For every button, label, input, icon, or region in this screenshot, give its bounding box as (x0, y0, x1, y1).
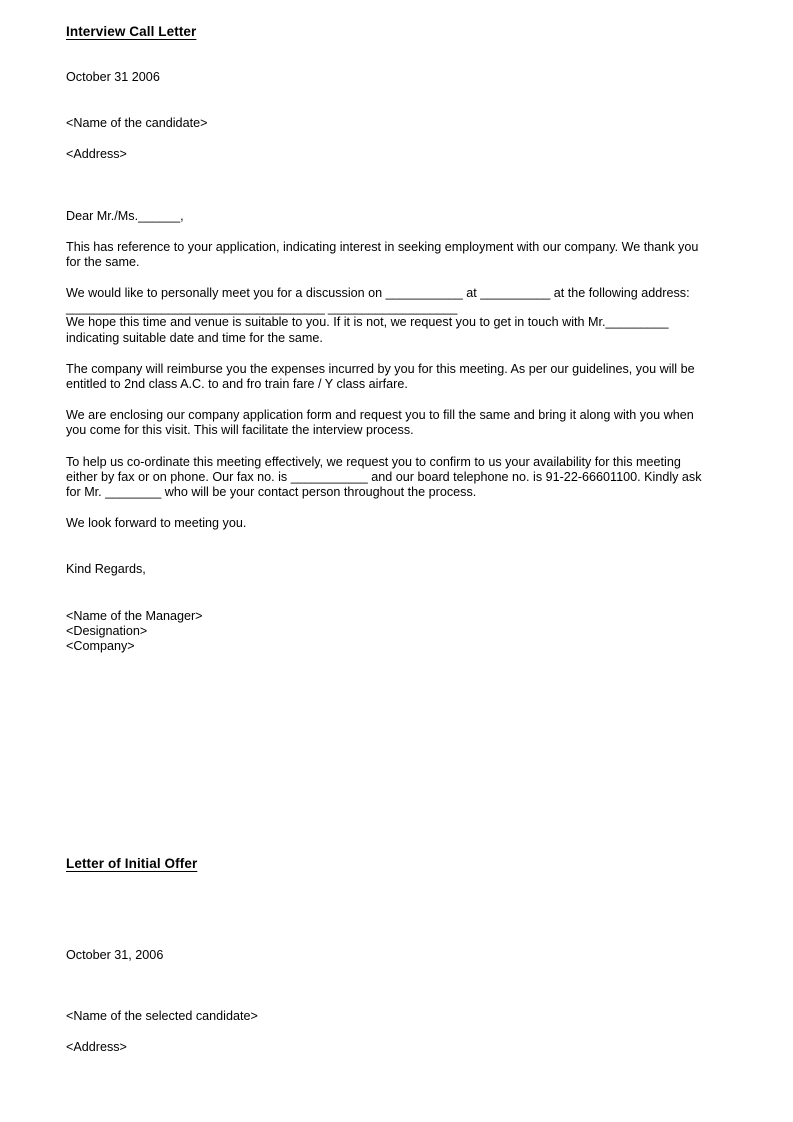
letter-title-interview-call: Interview Call Letter (66, 24, 197, 39)
meeting-text-b: at (462, 286, 481, 301)
spacer (66, 439, 714, 455)
salutation: Dear Mr./Ms.______, (66, 208, 184, 223)
meeting-text-c: at the following address: (550, 286, 690, 301)
closing-salutation: Kind Regards, (66, 562, 146, 577)
spacer (66, 346, 714, 362)
contact-text-c: . Kindly ask for Mr. (66, 469, 702, 500)
spacer (66, 500, 714, 516)
paragraph-contact-details (66, 455, 714, 501)
spacer (66, 39, 714, 70)
meeting-text-a: We would like to personally meet you for a discussion on (66, 286, 386, 301)
signature-designation: <Designation> (66, 623, 148, 638)
board-telephone-number: 91-22-66601100 (545, 469, 638, 484)
spacer (66, 1024, 714, 1040)
spacer (66, 131, 714, 147)
letter-interview-call (66, 24, 714, 654)
fax-number-blank[interactable]: ___________ (290, 469, 368, 484)
spacer (66, 85, 714, 116)
offer-letter-date: October 31, 2006 (66, 948, 164, 962)
signature-manager-name: <Name of the Manager> (66, 608, 203, 623)
letter-title-initial-offer: Letter of Initial Offer (66, 856, 198, 871)
paragraph-meeting-details (66, 286, 714, 301)
spacer (66, 270, 714, 286)
spacer (66, 531, 714, 562)
venue-text-b: indicating suitable date and time for the same. (66, 330, 323, 345)
contact-name-blank[interactable]: _________ (605, 315, 669, 330)
spacer (66, 163, 714, 209)
meeting-address-blank[interactable]: ______________________________________ ___________________ (66, 301, 458, 316)
venue-text-a: We hope this time and venue is suitable to you. If it is not, we request you to get in touch with Mr. (66, 315, 606, 330)
contact-text-b: and our board telephone no. is (367, 469, 546, 484)
paragraph-reimbursement: The company will reimburse you the expenses incurred by you for this meeting. As per our guidelines, you will be entitled to 2nd class A.C. to and fro train fare / Y class airfare. (66, 361, 695, 392)
recipient-name: <Name of the candidate> (66, 116, 208, 131)
contact-person-blank[interactable]: ________ (105, 485, 162, 500)
paragraph-venue-confirm (66, 315, 714, 345)
signature-company: <Company> (66, 639, 135, 654)
offer-recipient-name: <Name of the selected candidate> (66, 1009, 258, 1024)
contact-text-d: who will be your contact person throughout the process. (161, 485, 477, 500)
spacer (66, 392, 714, 408)
letter-date: October 31 2006 (66, 70, 160, 84)
signature-block (66, 609, 714, 655)
spacer (66, 578, 714, 609)
meeting-date-blank[interactable]: ___________ (385, 286, 463, 301)
paragraph-application-form: We are enclosing our company application form and request you to fill the same and bring it along with you when you come for this visit. This will facilitate the interview process. (66, 408, 694, 438)
spacer (66, 963, 714, 1009)
offer-recipient-address: <Address> (66, 1040, 127, 1055)
spacer (66, 871, 714, 948)
contact-text-a: To help us co-ordinate this meeting effectively, we request you to confirm to us your availability for this meeting either by fax or on phone. Our fax no. is (66, 454, 681, 484)
paragraph-closing-statement: We look forward to meeting you. (66, 516, 247, 531)
paragraph-reference: This has reference to your application, indicating interest in seeking employment with our company. We thank you for the same. (66, 239, 699, 270)
meeting-time-blank[interactable]: __________ (480, 286, 551, 301)
spacer (66, 224, 714, 240)
recipient-address: <Address> (66, 147, 127, 162)
letter-initial-offer (66, 856, 714, 1056)
